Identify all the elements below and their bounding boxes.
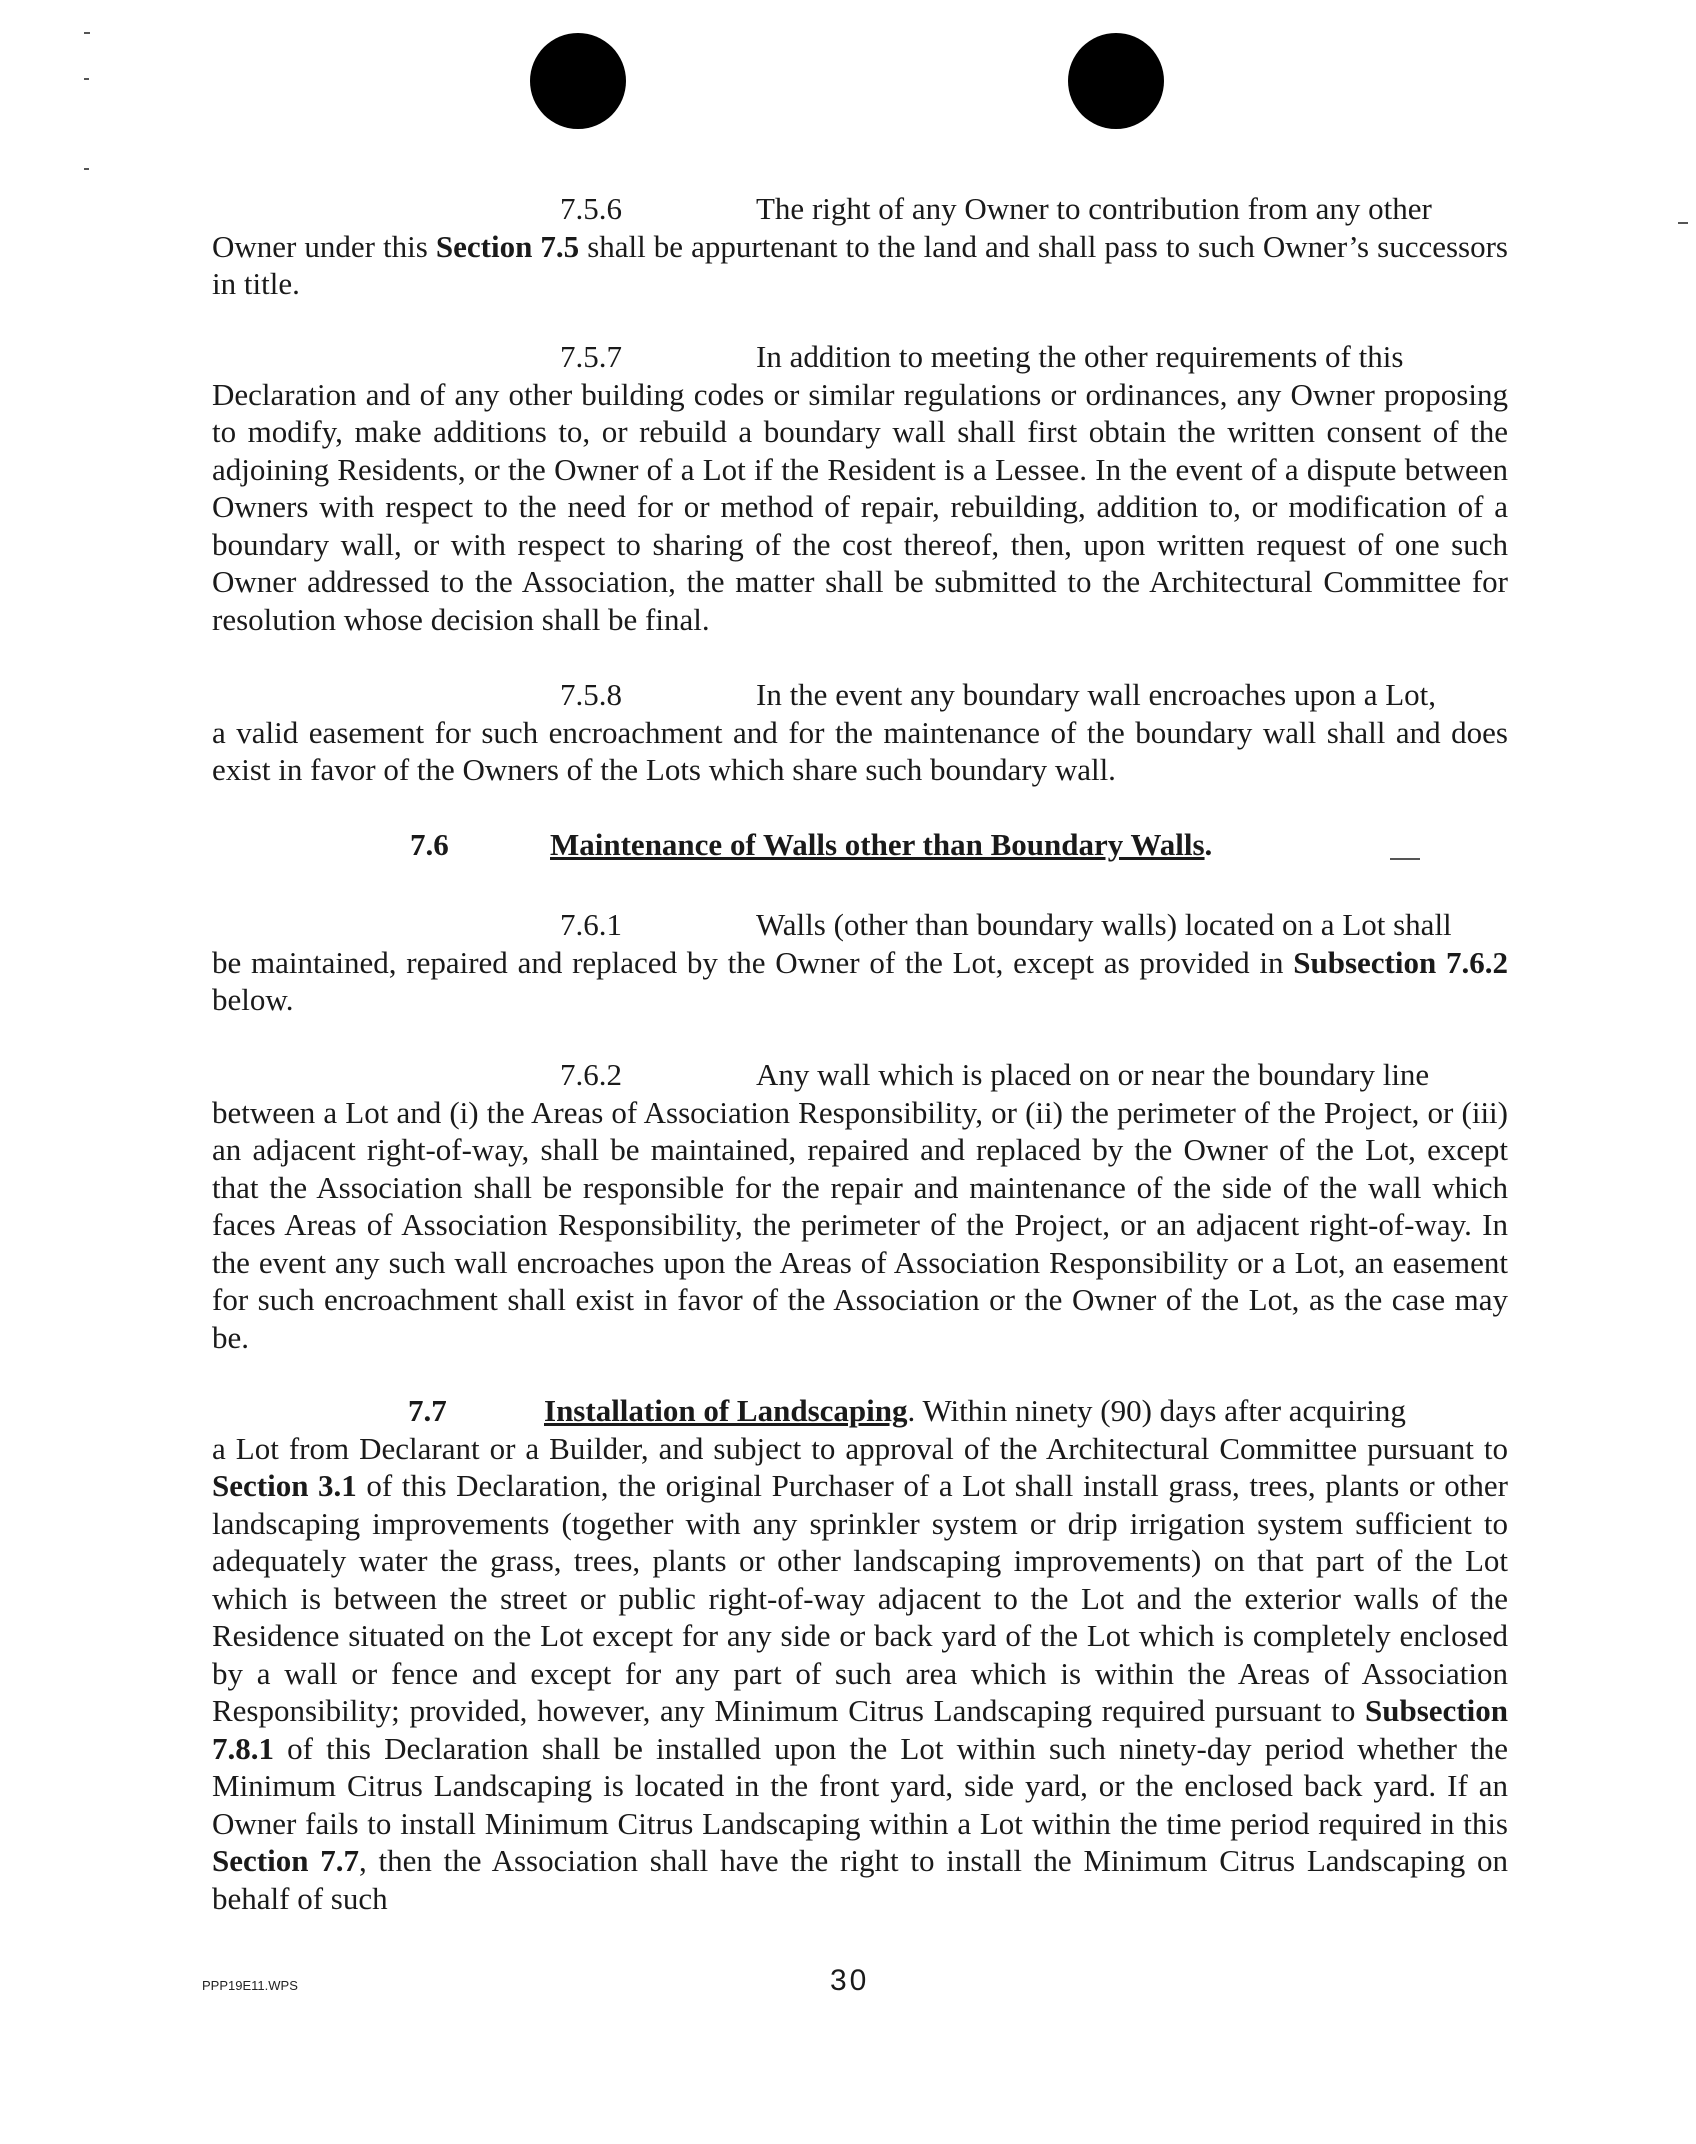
- paragraph-7-6-2: [212, 1056, 1508, 1356]
- section-reference: Section 3.1: [212, 1468, 357, 1503]
- paragraph-7-5-7: [212, 338, 1508, 638]
- paragraph-7-7: [212, 1392, 1508, 1917]
- paragraph-text: of this Declaration, the original Purchaser of a Lot shall install grass, trees, plants or other landscaping improvements (together with any sprinkler system or drip irrigation system sufficient to adequately water the grass, trees, plants or other landscaping improvements) on that part of the Lot which is between the street or public right-of-way adjacent to the Lot and the exterior walls of the Residence situated on the Lot except for any side or back yard of the Lot which is completely enclosed by a wall or fence and except for any part of such area which is within the Areas of Association Responsibility; provided, however, any Minimum Citrus Landscaping required pursuant to: [212, 1468, 1508, 1728]
- section-title-end: .: [1204, 827, 1213, 862]
- scan-speck: [84, 32, 90, 34]
- scan-speck: [1678, 222, 1688, 224]
- paragraph-text: below.: [212, 982, 294, 1017]
- section-reference: Section 7.5: [435, 228, 580, 264]
- section-reference: Subsection 7.8.1: [212, 1693, 1508, 1766]
- paragraph-first-line: . Within ninety (90) days after acquiring: [907, 1393, 1406, 1428]
- paragraph-first-line: Walls (other than boundary walls) located on a Lot shall: [756, 907, 1452, 942]
- paragraph-text: a valid easement for such encroachment and for the maintenance of the boundary wall shall and does exist in favor of the Owners of the Lots which share such boundary wall.: [212, 714, 1508, 787]
- section-number: 7.6: [410, 827, 449, 862]
- paragraph-text: shall be appurtenant to the land and shall pass to such Owner’s successors in title.: [212, 228, 1508, 301]
- paragraph-text: Owner under this: [212, 228, 436, 264]
- paragraph-first-line: The right of any Owner to contribution from any other: [756, 191, 1432, 226]
- section-reference: Subsection 7.6.2: [1293, 944, 1508, 980]
- paragraph-text: of this Declaration shall be installed upon the Lot within such ninety-day period whether the Minimum Citrus Landscaping is located in the front yard, side yard, or the enclosed back yard. If an Owner fails to install Minimum Citrus Landscaping within a Lot within the time period required in this: [212, 1730, 1508, 1841]
- section-title: Installation of Landscaping: [544, 1393, 908, 1428]
- paragraph-text: between a Lot and (i) the Areas of Association Responsibility, or (ii) the perimeter of the Project, or (iii) an adjacent right-of-way, shall be maintained, repaired and replaced by the Owner of the Lot, except that the Association shall be responsible for the repair and maintenance of the side of the wall which faces Areas of Association Responsibility, the perimeter of the Project, or an adjacent right-of-way. In the event any such wall encroaches upon the Areas of Association Responsibility or a Lot, an easement for such encroachment shall exist in favor of the Association or the Owner of the Lot, as the case may be.: [212, 1094, 1508, 1355]
- paragraph-text: Declaration and of any other building codes or similar regulations or ordinances, any Owner proposing to modify, make additions to, or rebuild a boundary wall shall first obtain the written consent of the adjoining Residents, or the Owner of a Lot if the Resident is a Lessee. In the event of a dispute between Owners with respect to the need for or method of repair, rebuilding, addition to, or modification of a boundary wall, or with respect to sharing of the cost thereof, then, upon written request of one such Owner addressed to the Association, the matter shall be submitted to the Architectural Committee for resolution whose decision shall be final.: [212, 376, 1508, 637]
- section-reference: Section 7.7: [212, 1843, 359, 1878]
- section-number: 7.7: [408, 1393, 447, 1428]
- punch-hole-right: [1068, 33, 1164, 129]
- scan-speck: [1390, 858, 1420, 860]
- section-number: 7.6.2: [560, 1057, 622, 1092]
- paragraph-text: be maintained, repaired and replaced by the Owner of the Lot, except as provided in: [212, 944, 1294, 980]
- paragraph-first-line: Any wall which is placed on or near the boundary line: [756, 1057, 1430, 1092]
- section-number: 7.5.6: [560, 191, 622, 226]
- scan-speck: [84, 78, 89, 80]
- paragraph-7-6-1: [212, 906, 1508, 1019]
- document-code: PPP19E11.WPS: [202, 1978, 298, 1993]
- section-title: Maintenance of Walls other than Boundary Walls: [550, 827, 1205, 862]
- punch-hole-left: [530, 33, 626, 129]
- paragraph-first-line: In addition to meeting the other requirements of this: [756, 339, 1404, 374]
- section-heading-7-6: [410, 826, 1212, 863]
- section-number: 7.6.1: [560, 907, 622, 942]
- paragraph-text: , then the Association shall have the right to install the Minimum Citrus Landscaping on behalf of such: [212, 1843, 1508, 1916]
- section-number: 7.5.7: [560, 339, 622, 374]
- scan-speck: [84, 168, 89, 170]
- section-number: 7.5.8: [560, 677, 622, 712]
- paragraph-7-5-8: [212, 676, 1508, 789]
- paragraph-7-5-6: [212, 190, 1508, 303]
- paragraph-first-line: In the event any boundary wall encroaches upon a Lot,: [756, 677, 1437, 712]
- page-number: 30: [830, 1964, 870, 1997]
- paragraph-text: a Lot from Declarant or a Builder, and subject to approval of the Architectural Committee pursuant to: [212, 1430, 1508, 1466]
